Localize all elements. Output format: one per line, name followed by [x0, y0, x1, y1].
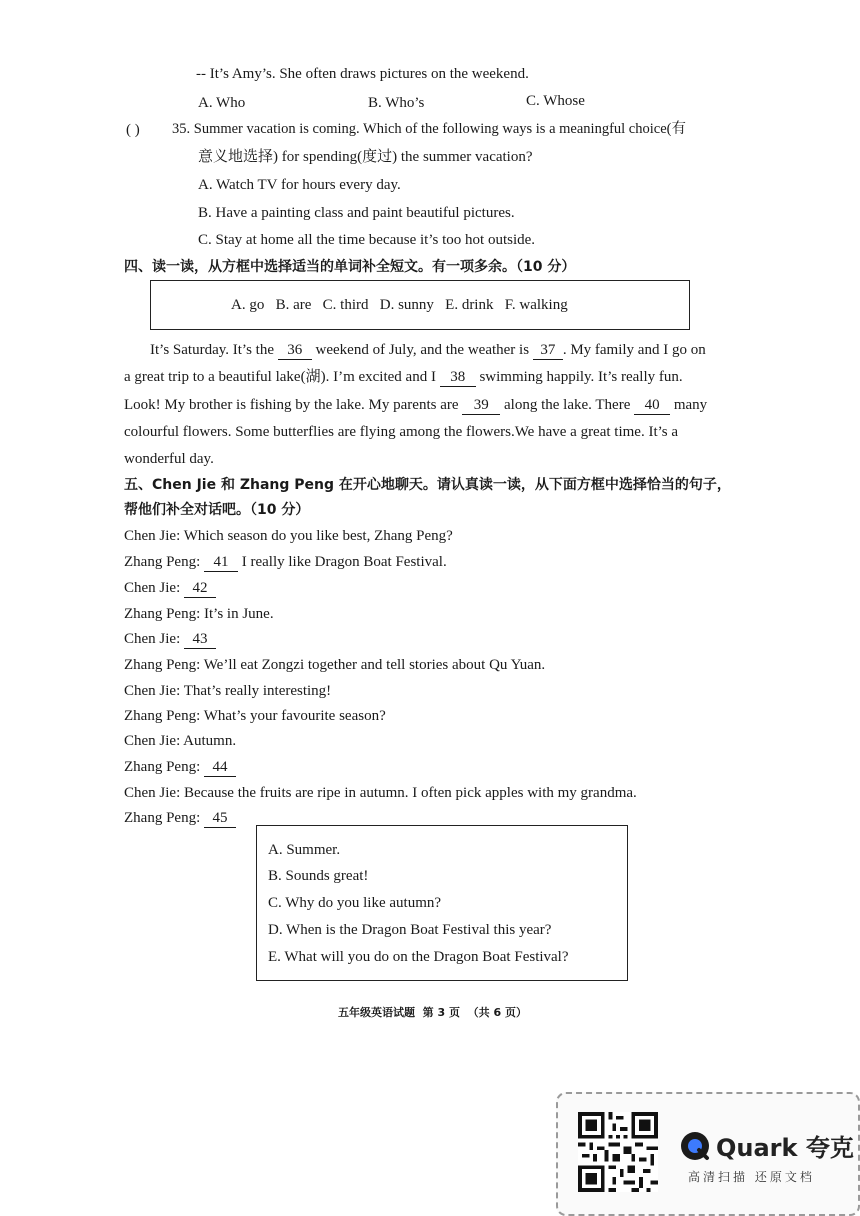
q34-answer-line: -- It’s Amy’s. She often draws pictures on the weekend. — [196, 66, 529, 82]
blank-42: 42 — [184, 579, 216, 598]
sentence-choices-box — [256, 825, 628, 981]
dialogue-line-11: Chen Jie: Because the fruits are ripe in autumn. I often pick apples with my grandma. — [124, 785, 637, 801]
dialogue-line-1: Chen Jie: Which season do you like best, Zhang Peng? — [124, 528, 453, 544]
blank-36: 36 — [278, 341, 312, 360]
dialogue-line-7: Chen Jie: That’s really interesting! — [124, 683, 332, 699]
section4-heading: 四、读一读，从方框中选择适当的单词补全短文。有一项多余。（10 分） — [124, 259, 576, 275]
passage-line-2: a great trip to a beautiful lake(湖). I’m excited and I 38 swimming happily. It’s really fun. — [124, 369, 683, 385]
blank-45: 45 — [204, 809, 236, 828]
page-footer: 五年级英语试题 第 3 页 （共 6 页） — [338, 1006, 527, 1019]
word-bank-options: A. go B. are C. third D. sunny E. drink F. walking — [231, 297, 568, 313]
passage-line-4: colourful flowers. Some butterflies are flying among the flowers.We have a great time. It’s a — [124, 424, 679, 440]
blank-38: 38 — [440, 368, 476, 387]
passage-line-1: It’s Saturday. It’s the 36 weekend of July, and the weather is 37 . My family and I go on — [150, 342, 706, 358]
blank-40: 40 — [634, 396, 670, 415]
word-bank-box — [150, 280, 690, 330]
dialogue-line-10: Zhang Peng: 44 — [124, 757, 236, 777]
choice-c: C. Why do you like autumn? — [268, 895, 442, 911]
quark-tagline: 高清扫描 还原文档 — [688, 1170, 815, 1184]
passage-line-5: wonderful day. — [124, 451, 214, 467]
blank-43: 43 — [184, 630, 216, 649]
quark-watermark-card — [556, 1092, 860, 1216]
q35-option-a: A. Watch TV for hours every day. — [198, 177, 401, 193]
q34-option-c: C. Whose — [526, 93, 585, 109]
blank-37: 37 — [533, 341, 563, 360]
quark-brand — [680, 1128, 854, 1163]
dialogue-line-4: Zhang Peng: It’s in June. — [124, 606, 274, 622]
dialogue-line-12: Zhang Peng: 45 — [124, 808, 236, 828]
dialogue-line-2: Zhang Peng: 41 I really like Dragon Boat Festival. — [124, 554, 447, 570]
choice-e: E. What will you do on the Dragon Boat Festival? — [268, 949, 569, 965]
q34-option-b: B. Who’s — [368, 95, 425, 111]
quark-logo-icon — [680, 1131, 710, 1161]
passage-line-3: Look! My brother is fishing by the lake. My parents are 39 along the lake. There 40 many — [124, 397, 708, 413]
dialogue-line-5: Chen Jie: 43 — [124, 629, 216, 649]
q34-option-a: A. Who — [198, 95, 246, 111]
q35-option-b: B. Have a painting class and paint beautiful pictures. — [198, 205, 515, 221]
choice-d: D. When is the Dragon Boat Festival this year? — [268, 922, 552, 938]
choice-b: B. Sounds great! — [268, 868, 369, 884]
blank-44: 44 — [204, 758, 236, 777]
blank-39: 39 — [462, 396, 500, 415]
blank-41: 41 — [204, 553, 238, 572]
section5-heading-line2: 帮他们补全对话吧。（10 分） — [124, 502, 310, 518]
choice-a: A. Summer. — [268, 842, 341, 858]
dialogue-line-6: Zhang Peng: We’ll eat Zongzi together and tell stories about Qu Yuan. — [124, 657, 546, 673]
q35-answer-paren: ( ) — [126, 122, 140, 138]
q35-stem-line2: 意义地选择) for spending(度过) the summer vacation? — [198, 149, 533, 165]
q35-stem-line1: 35. Summer vacation is coming. Which of the following ways is a meaningful choice(有 — [172, 121, 686, 137]
dialogue-line-8: Zhang Peng: What’s your favourite season? — [124, 708, 386, 724]
quark-brand-name: Quark 夸克 — [716, 1134, 854, 1162]
qr-code-icon — [578, 1112, 658, 1192]
q35-option-c: C. Stay at home all the time because it’s too hot outside. — [198, 232, 536, 248]
section5-heading-line1: 五、Chen Jie 和 Zhang Peng 在开心地聊天。请认真读一读，从下面方框中选择恰当的句子， — [124, 477, 731, 493]
dialogue-line-9: Chen Jie: Autumn. — [124, 733, 237, 749]
dialogue-line-3: Chen Jie: 42 — [124, 578, 216, 598]
